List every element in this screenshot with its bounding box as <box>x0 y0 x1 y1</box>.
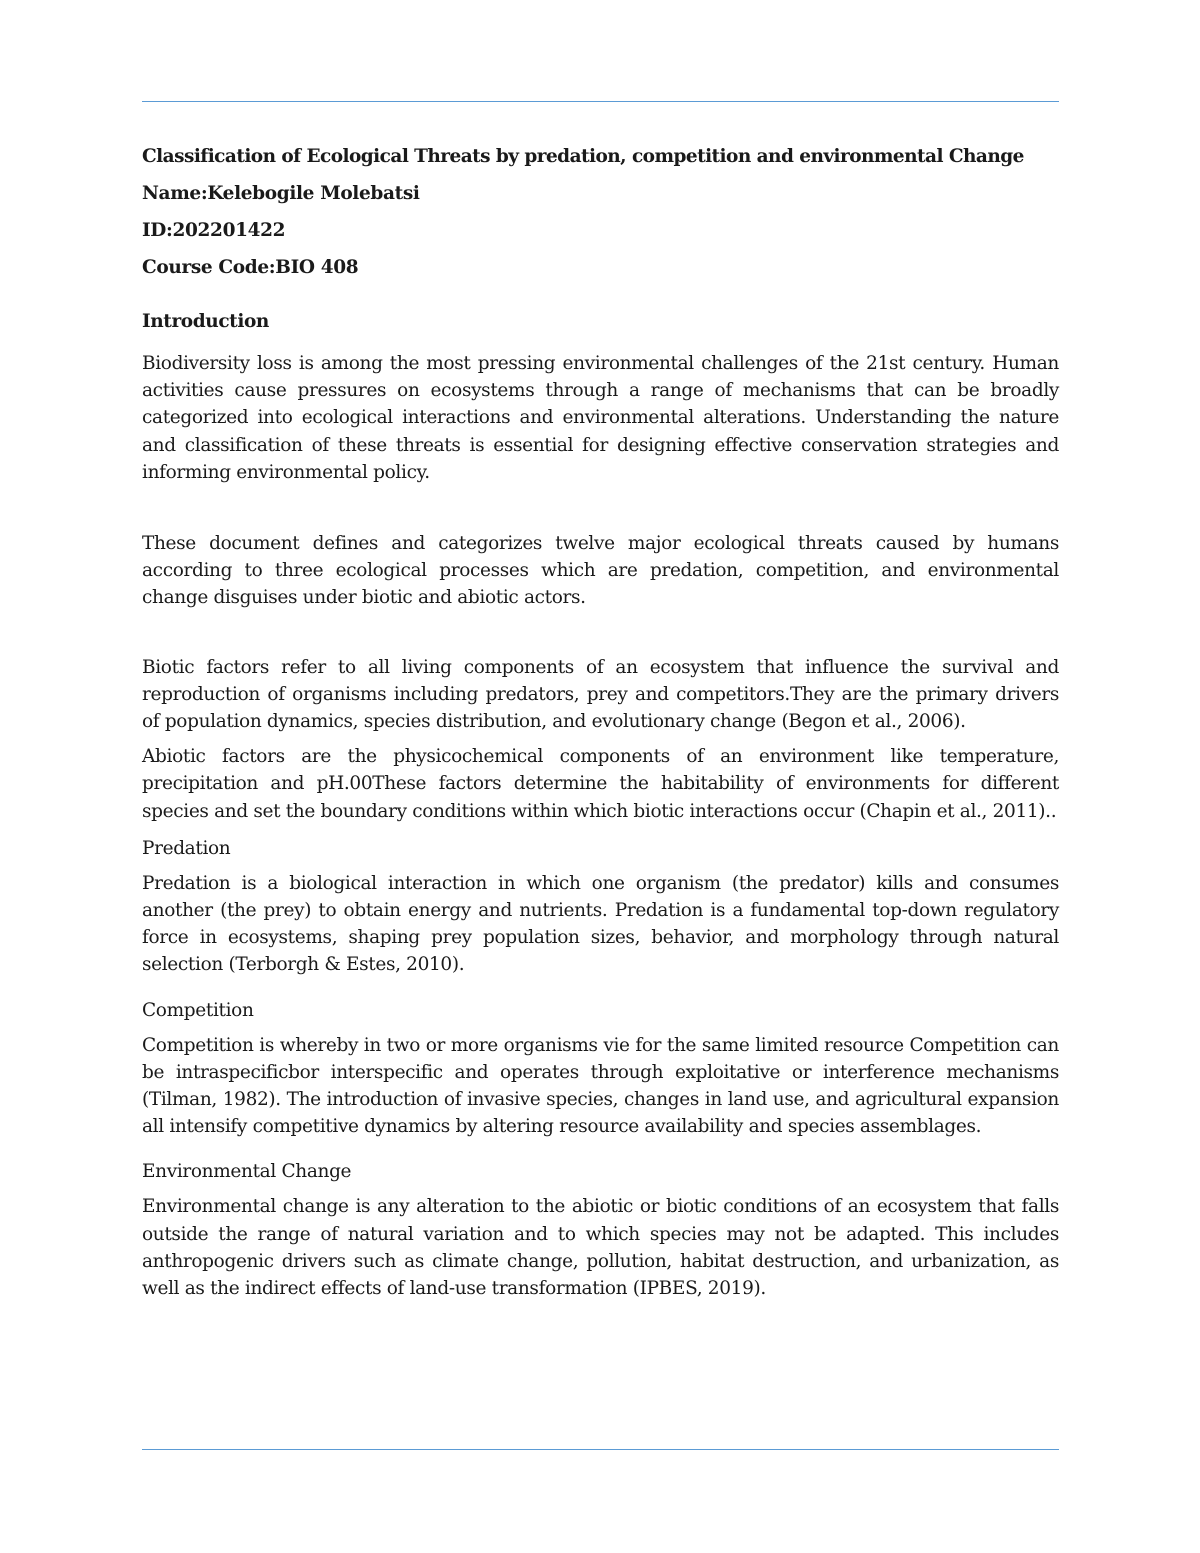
introduction-paragraph-1: Biodiversity loss is among the most pressing environmental challenges of the 21st century. Human activities cause pressures on ecosystems through a range of mechanisms that can be broadly categorized into ecological interactions and environmental alterations. Understanding the nature and classification of these threats is essential for designing effective conservation strategies and informing environmental policy. <box>142 353 1059 483</box>
header-rule <box>142 101 1059 102</box>
introduction-heading: Introduction <box>142 311 269 332</box>
competition-heading: Competition <box>142 999 254 1021</box>
environmental-change-heading: Environmental Change <box>142 1161 352 1183</box>
biotic-factors-paragraph: Biotic factors refer to all living components of an ecosystem that influence the survival and reproduction of organisms including predators, prey and competitors.They are the primary drivers of population dynamics, species distribution, and evolutionary change (Begon et al., 2006). <box>142 656 1059 733</box>
document-title: Classification of Ecological Threats by predation, competition and environmental Change <box>142 146 1024 167</box>
competition-paragraph: Competition is whereby in two or more organisms vie for the same limited resource Competition can be intraspecificbor interspecific and operates through exploitative or interference mechanisms (Tilman, 1982). The introduction of invasive species, changes in land use, and agricultural expansion all intensify competitive dynamics by altering resource availability and species assemblages. <box>142 1034 1059 1138</box>
introduction-paragraph-2: These document defines and categorizes twelve major ecological threats caused by humans according to three ecological processes which are predation, competition, and environmental change disguises under biotic and abiotic actors. <box>142 533 1059 609</box>
predation-heading: Predation <box>142 837 231 859</box>
student-id: ID:202201422 <box>142 220 286 241</box>
student-name: Name:Kelebogile Molebatsi <box>142 183 420 204</box>
environmental-change-paragraph: Environmental change is any alteration to the abiotic or biotic conditions of an ecosystem that falls outside the range of natural variation and to which species may not be adapted. This includes anthropogenic drivers such as climate change, pollution, habitat destruction, and urbanization, as well as the indirect effects of land-use transformation (IPBES, 2019). <box>142 1196 1059 1300</box>
abiotic-factors-paragraph: Abiotic factors are the physicochemical components of an environment like temperature, precipitation and pH.00These factors determine the habitability of environments for different species and set the boundary conditions within which biotic interactions occur (Chapin et al., 2011).. <box>142 746 1059 822</box>
course-code: Course Code:BIO 408 <box>142 257 359 278</box>
predation-paragraph: Predation is a biological interaction in which one organism (the predator) kills and consumes another (the prey) to obtain energy and nutrients. Predation is a fundamental top-down regulatory force in ecosystems, shaping prey population sizes, behavior, and morphology through natural selection (Terborgh & Estes, 2010). <box>142 872 1059 976</box>
footer-rule <box>142 1449 1059 1450</box>
document-content <box>142 140 1059 1302</box>
